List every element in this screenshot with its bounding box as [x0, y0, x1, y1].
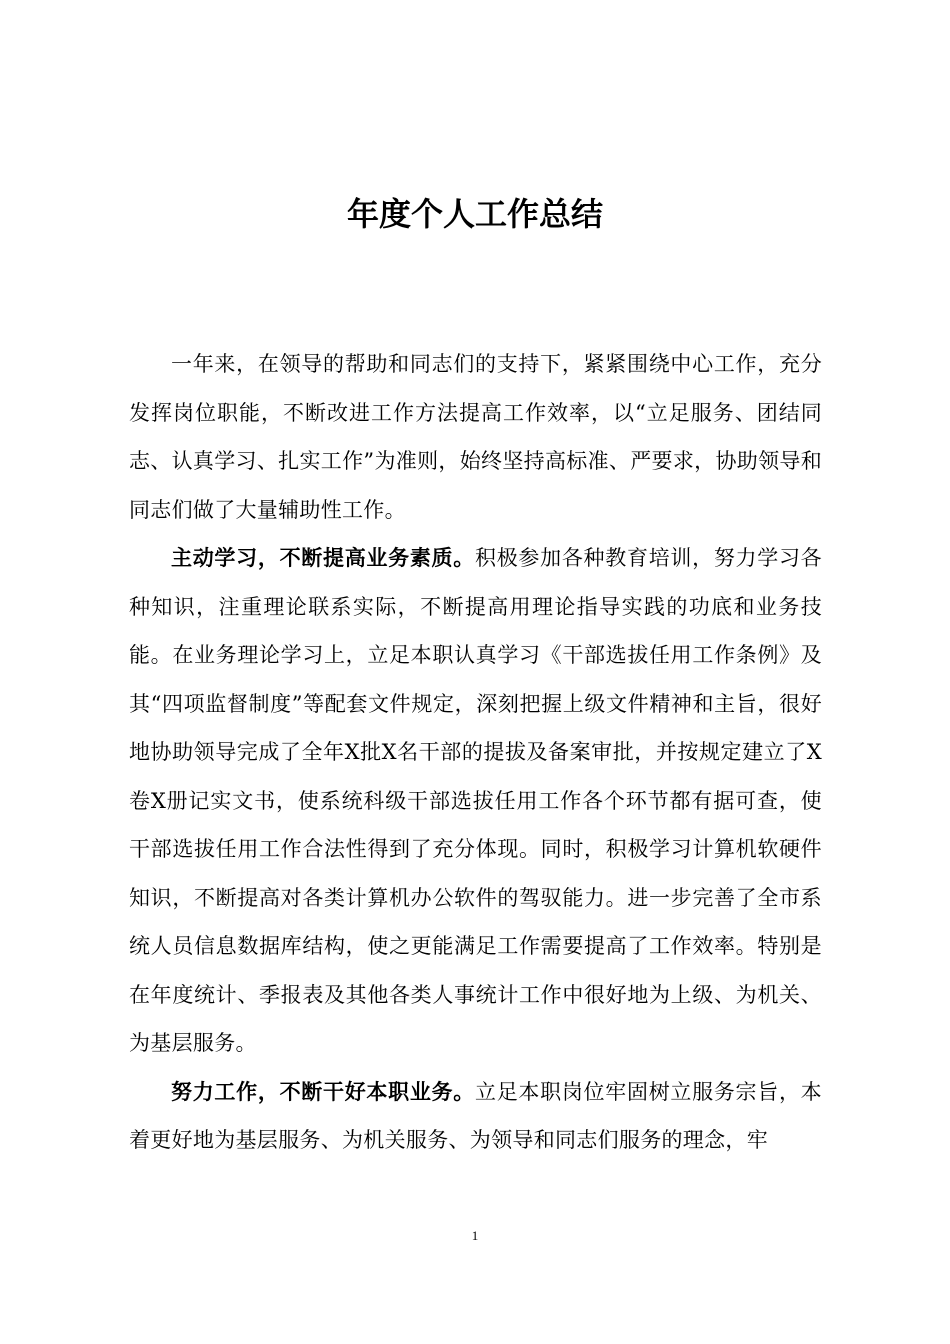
- paragraph-text: 立足本职岗位牢固树立服务宗旨，本着更好地为基层服务、为机关服务、为领导和同志们服务的理念，牢: [129, 1079, 822, 1152]
- document-title: 年度个人工作总结: [346, 195, 603, 233]
- paragraph-text: 一年来，在领导的帮助和同志们的支持下，紧紧围绕中心工作，充分发挥岗位职能，不断改进工作方法提高工作效率，以“立足服务、团结同志、认真学习、扎实工作”为准则，始终坚持高标准、严要求，协助领导和同志们做了大量辅助性工作。: [129, 352, 822, 522]
- paragraph-intro: [129, 340, 822, 534]
- paragraph-lead: 努力工作，不断干好本职业务。: [171, 1079, 475, 1104]
- paragraph-work: [129, 1068, 822, 1165]
- paragraph-text: 积极参加各种教育培训，努力学习各种知识，注重理论联系实际，不断提高用理论指导实践的功底和业务技能。在业务理论学习上，立足本职认真学习《干部选拔任用工作条例》及其“四项监督制度”等配套文件规定，深刻把握上级文件精神和主旨，很好地协助领导完成了全年X批X名干部的提拔及备案审批，并按规定建立了X卷X册记实文书，使系统科级干部选拔任用工作各个环节都有据可查，使干部选拔任用工作合法性得到了充分体现。同时，积极学习计算机软硬件知识，不断提高对各类计算机办公软件的驾驭能力。进一步完善了全市系统人员信息数据库结构，使之更能满足工作需要提高了工作效率。特别是在年度统计、季报表及其他各类人事统计工作中很好地为上级、为机关、为基层服务。: [129, 546, 822, 1055]
- document-body: [129, 340, 822, 1165]
- paragraph-lead: 主动学习，不断提高业务素质。: [171, 546, 475, 570]
- paragraph-study: [129, 534, 822, 1068]
- page-number: 1: [471, 1228, 479, 1243]
